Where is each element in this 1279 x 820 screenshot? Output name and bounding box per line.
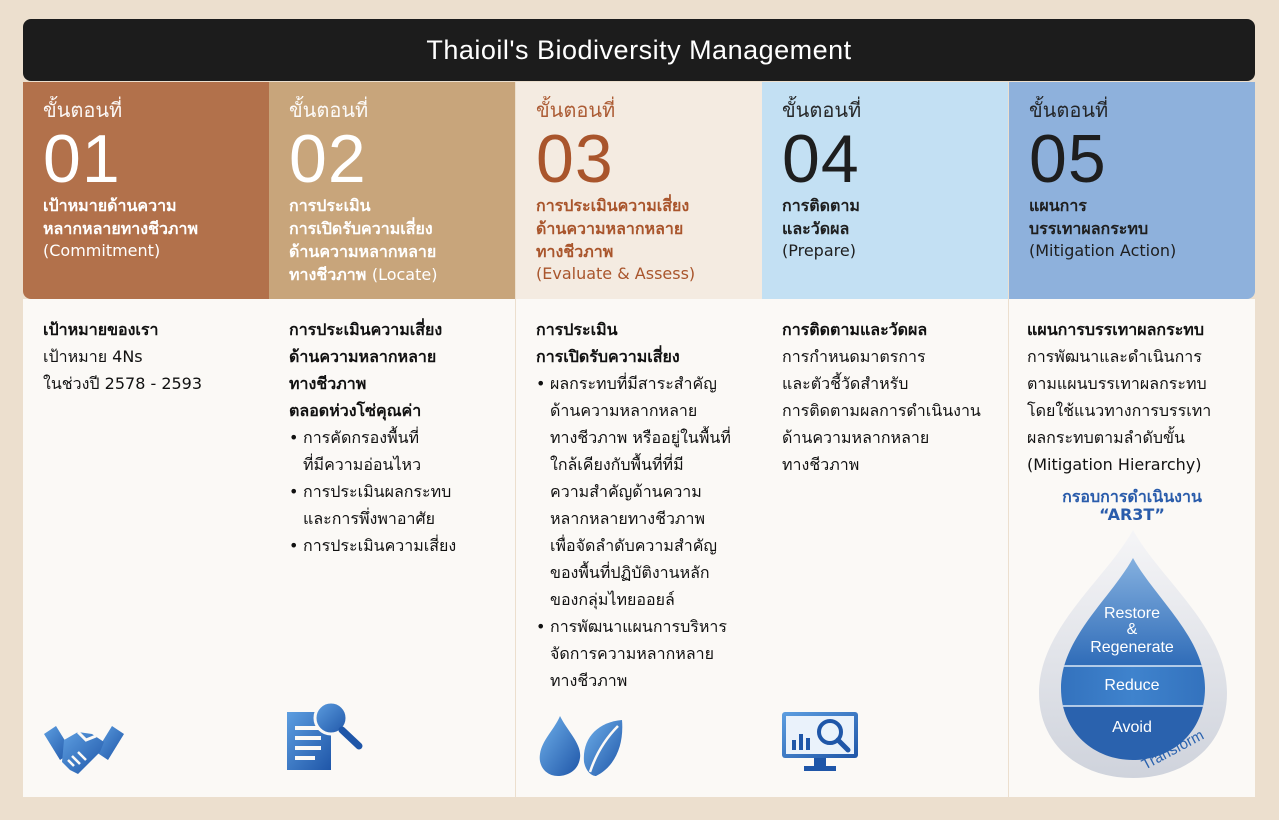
step-title: เป้าหมายด้านความ หลากหลายทางชีวภาพ [43,196,198,238]
list-item: • การคัดกรองพื้นที่ ที่มีความอ่อนไหว [289,424,505,478]
body-text: ในช่วงปี 2578 - 2593 [43,374,203,393]
body-text: ผลกระทบตามลำดับขั้น [1027,428,1185,447]
step-title: การติดตาม และวัดผล [782,196,860,238]
body-text: การกำหนดมาตรการ [782,347,926,366]
step-subtitle: (Locate) [371,265,438,284]
framework-title: กรอบการดำเนินงาน “AR3T” [1062,487,1202,524]
step-subtitle: (Mitigation Action) [1029,241,1177,260]
step-number: 04 [782,121,860,197]
body-heading: การประเมิน การเปิดรับความเสี่ยง [536,320,680,366]
body-heading: การประเมินความเสี่ยง ด้านความหลากหลาย ทางชีวภาพ ตลอดห่วงโซ่คุณค่า [289,320,443,420]
step-title: การประเมินความเสี่ยง ด้านความหลากหลาย ทางชีวภาพ [536,196,690,261]
water-drop-icon [1035,528,1231,780]
body-text: (Mitigation Hierarchy) [1027,455,1202,474]
body-text: การติดตามผลการดำเนินงาน [782,401,981,420]
step-number: 01 [43,121,121,197]
body-text: โดยใช้แนวทางการบรรเทา [1027,401,1212,420]
drop-label-avoid: Avoid [1112,719,1152,736]
handshake-icon [42,718,126,778]
bullet-list [289,424,505,559]
body-text: ตามแผนบรรเทาผลกระทบ [1027,374,1207,393]
step-number: 05 [1029,121,1107,197]
leaf-drop-icon [538,714,628,778]
step-title: การประเมิน การเปิดรับความเสี่ยง ด้านความหลากหลาย ทางชีวภาพ (Locate) [289,196,438,284]
step-label: ขั้นตอนที่ [43,98,123,122]
body-heading: แผนการบรรเทาผลกระทบ [1027,320,1204,339]
body-text: เป้าหมาย 4Ns [43,347,143,366]
drop-label-ampersand: & [1126,621,1138,638]
step-label: ขั้นตอนที่ [289,98,369,122]
list-item: • การพัฒนาแผนการบริหาร จัดการความหลากหลาย ทางชีวภาพ [536,613,752,694]
body-heading: เป้าหมายของเรา [43,320,159,339]
step-label: ขั้นตอนที่ [782,98,862,122]
body-text: การพัฒนาและดำเนินการ [1027,347,1202,366]
body-text: และตัวชี้วัดสำหรับ [782,374,909,393]
body-heading: การติดตามและวัดผล [782,320,928,339]
body-text: ด้านความหลากหลาย [782,428,930,447]
document-search-icon [285,700,365,774]
step-number: 02 [289,121,367,197]
step-03-header [516,82,762,299]
page-title: Thaioil's Biodiversity Management [23,19,1255,81]
list-item: • การประเมินความเสี่ยง [289,532,505,559]
step-05-header [1009,82,1255,299]
step-label: ขั้นตอนที่ [1029,98,1109,122]
monitor-analytics-icon [780,710,864,776]
step-01-header [23,82,269,299]
list-item: • การประเมินผลกระทบ และการพึ่งพาอาศัย [289,478,505,532]
step-subtitle: (Prepare) [782,241,856,260]
list-item: • ผลกระทบที่มีสาระสำคัญ ด้านความหลากหลาย ทางชีวภาพ หรืออยู่ในพื้นที่ ใกล้เคียงกับพื้นที่ที่มี ความสำคัญด้านความ หลากหลายทางชีวภาพ เพื่อจัดลำดับความสำคัญ ของพื้นที่ปฏิบัติงานหลัก ของกลุ่มไทยออยล์ [536,370,752,613]
drop-label-reduce: Reduce [1104,677,1160,694]
bullet-list [536,370,752,694]
step-04-header [762,82,1008,299]
body-text: ทางชีวภาพ [782,455,860,474]
drop-label-regenerate: Regenerate [1090,639,1174,656]
step-subtitle: (Commitment) [43,241,161,260]
step-02-header [269,82,515,299]
step-title: แผนการ บรรเทาผลกระทบ [1029,196,1149,238]
step-subtitle: (Evaluate & Assess) [536,264,696,283]
step-label: ขั้นตอนที่ [536,98,616,122]
drop-label-restore: Restore [1103,605,1161,622]
drop-label-transform: Transform [1138,726,1207,774]
step-number: 03 [536,121,614,197]
